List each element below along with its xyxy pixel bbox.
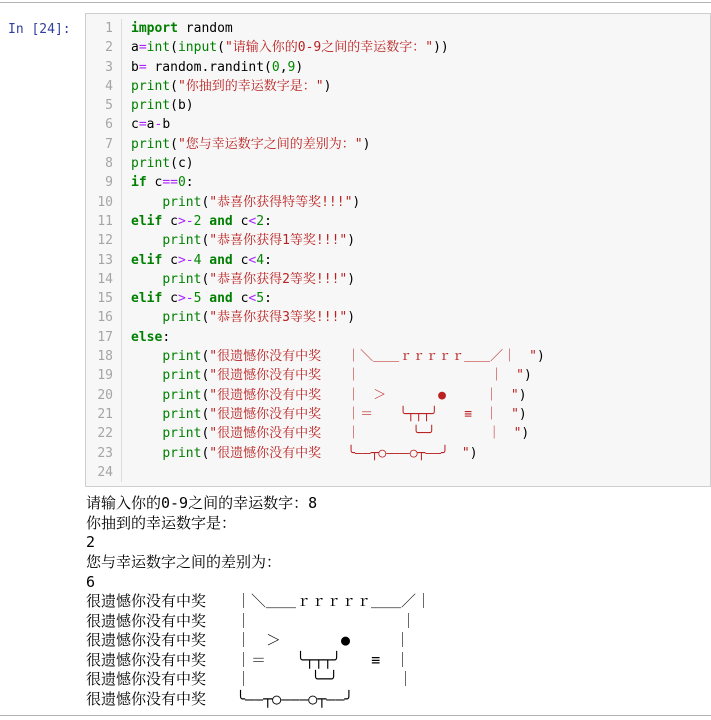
line-number: 5 bbox=[105, 98, 113, 114]
input-prompt: In [24]: bbox=[8, 22, 71, 37]
output-line: 很遗憾你没有中奖 ｜ ｜ bbox=[86, 611, 417, 630]
line-number: 15 bbox=[97, 291, 113, 307]
line-number: 9 bbox=[105, 175, 113, 191]
line-number: 14 bbox=[97, 271, 113, 287]
line-number: 10 bbox=[97, 194, 113, 210]
code-line: elif c>-4 and c<4: bbox=[131, 252, 272, 268]
code-line: print(c) bbox=[131, 156, 194, 172]
code-editor[interactable] bbox=[85, 13, 711, 487]
code-line: print("很遗憾你没有中奖 ｜ ╰─╯ ｜ ") bbox=[162, 426, 530, 442]
line-number: 16 bbox=[97, 310, 113, 326]
code-line: c=a-b bbox=[131, 117, 171, 133]
code-line: print("恭喜你获得特等奖!!!") bbox=[162, 194, 361, 210]
code-cell[interactable] bbox=[0, 13, 711, 487]
code-line: import random bbox=[131, 21, 233, 36]
output-line: 请输入你的0-9之间的幸运数字：8 bbox=[86, 494, 318, 513]
code-line: print("你抽到的幸运数字是：") bbox=[131, 78, 332, 94]
line-number-gutter bbox=[86, 19, 122, 482]
code-line: elif c>-5 and c<5: bbox=[131, 291, 272, 307]
line-number: 7 bbox=[105, 136, 113, 152]
line-number: 24 bbox=[97, 464, 113, 480]
code-line: print("您与幸运数字之间的差别为：") bbox=[131, 136, 371, 152]
code-line: print("恭喜你获得3等奖!!!") bbox=[162, 310, 356, 326]
line-number: 1 bbox=[105, 21, 113, 36]
code-line: print("很遗憾你没有中奖 ｜＝ ╰┬┬┬╯ ≡ ｜ ") bbox=[162, 406, 527, 422]
code-line: else: bbox=[131, 329, 171, 345]
line-number: 22 bbox=[97, 426, 113, 442]
code-line: print(b) bbox=[131, 98, 194, 114]
line-number: 6 bbox=[105, 117, 113, 133]
line-number: 18 bbox=[97, 349, 113, 365]
line-number: 2 bbox=[105, 40, 113, 56]
line-number: 21 bbox=[97, 406, 113, 422]
output-line: 2 bbox=[86, 533, 96, 552]
code-lines[interactable] bbox=[122, 19, 710, 482]
code-line bbox=[131, 463, 710, 482]
code-line: print("很遗憾你没有中奖 ｜＼＿＿ｒｒｒｒｒ＿＿／｜ ") bbox=[162, 349, 545, 365]
output-line: 很遗憾你没有中奖 ｜ ╰─╯ ｜ bbox=[86, 670, 414, 689]
line-number: 20 bbox=[97, 387, 113, 403]
line-number: 12 bbox=[97, 233, 113, 249]
line-number: 13 bbox=[97, 252, 113, 268]
page-bottom-divider bbox=[0, 715, 711, 716]
page-top-divider bbox=[0, 2, 711, 3]
code-line: print("很遗憾你没有中奖 ｜ ｜ ") bbox=[162, 368, 532, 384]
code-line: a=int(input("请输入你的0-9之间的幸运数字：")) bbox=[131, 40, 449, 56]
line-number: 19 bbox=[97, 368, 113, 384]
line-number: 17 bbox=[97, 329, 113, 345]
code-line: print("恭喜你获得2等奖!!!") bbox=[162, 271, 356, 287]
output-line: 您与幸运数字之间的差别为： bbox=[86, 552, 282, 571]
code-line: elif c>-2 and c<2: bbox=[131, 213, 272, 229]
code-line: print("很遗憾你没有中奖 ╰——┬○———○┬——╯ ") bbox=[162, 445, 478, 461]
line-number: 23 bbox=[97, 445, 113, 461]
code-line: if c==0: bbox=[131, 175, 194, 191]
output-area bbox=[86, 494, 711, 710]
output-line: 6 bbox=[86, 572, 96, 591]
code-line: b= random.randint(0,9) bbox=[131, 59, 304, 75]
code-line: print("很遗憾你没有中奖 ｜ ＞ ● ｜ ") bbox=[162, 387, 527, 403]
output-line: 很遗憾你没有中奖 ｜ ＞ ● ｜ bbox=[86, 631, 411, 650]
output-line: 你抽到的幸运数字是： bbox=[86, 513, 237, 532]
line-number: 11 bbox=[97, 213, 113, 229]
code-line: print("恭喜你获得1等奖!!!") bbox=[162, 233, 356, 249]
output-line: 很遗憾你没有中奖 ╰——┬○———○┬——╯ bbox=[86, 690, 354, 709]
line-number: 8 bbox=[105, 156, 113, 172]
line-number: 4 bbox=[105, 78, 113, 94]
output-line: 很遗憾你没有中奖 ｜＝ ╰┬┬┬╯ ≡ ｜ bbox=[86, 650, 411, 669]
output-line: 很遗憾你没有中奖 ｜＼＿＿ｒｒｒｒｒ＿＿／｜ bbox=[86, 592, 432, 611]
line-number: 3 bbox=[105, 59, 113, 75]
